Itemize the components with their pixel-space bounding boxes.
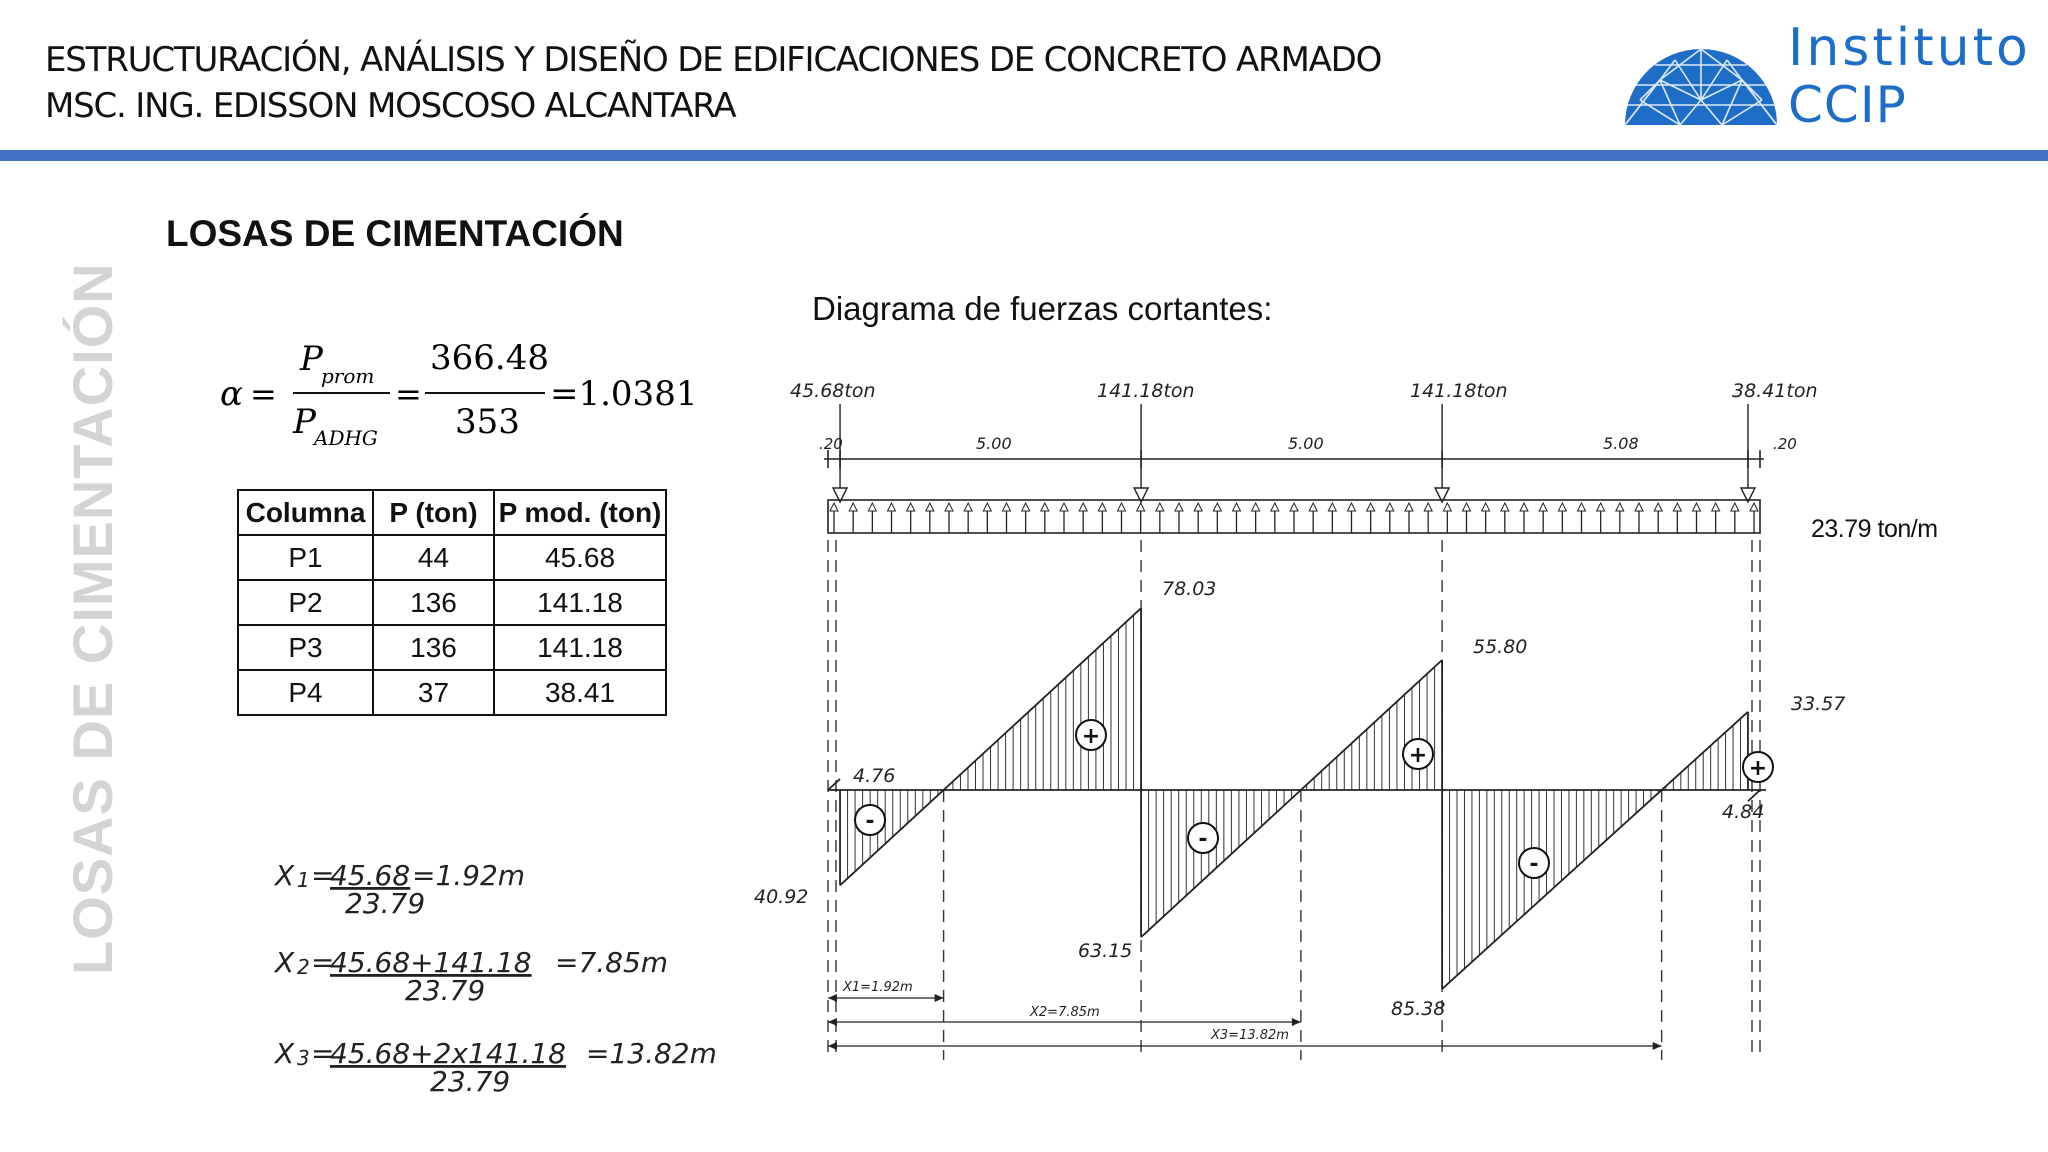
table-cell: 136 [373, 580, 494, 625]
soil-pressure-arrowhead [830, 503, 838, 511]
soil-pressure-arrowhead [1367, 503, 1375, 511]
x3-equation [270, 1033, 790, 1103]
eq-numerator: 45.68 [330, 859, 411, 892]
shear-force-diagram [754, 370, 1960, 1070]
soil-pressure-arrowhead [1482, 503, 1490, 511]
soil-pressure-arrowhead [983, 503, 991, 511]
logo-text-ccip: CCIP [1788, 76, 1907, 134]
soil-pressure-arrowhead [1003, 503, 1011, 511]
soil-pressure-arrowhead [1041, 503, 1049, 511]
positive-sign-icon [1743, 752, 1773, 782]
table-cell: P3 [238, 625, 373, 670]
negative-sign-icon [1188, 823, 1218, 853]
soil-pressure-arrowhead [1386, 503, 1394, 511]
span-dimension: .20 [1773, 435, 1797, 453]
shear-value: 4.84 [1722, 801, 1765, 823]
soil-pressure-arrowhead [1463, 503, 1471, 511]
section-title: LOSAS DE CIMENTACIÓN [166, 213, 624, 254]
table-cell: P1 [238, 535, 373, 580]
soil-pressure-arrowhead [1673, 503, 1681, 511]
column-load-table [237, 489, 667, 716]
eq-sub: 2 [297, 955, 310, 979]
soil-pressure-arrowhead [888, 503, 896, 511]
dimension-arrowhead [828, 994, 837, 1002]
soil-pressure-arrowhead [907, 503, 915, 511]
span-dimension: 5.08 [1603, 434, 1639, 453]
table-header: Columna [238, 490, 373, 535]
eq-result: =1.92m [412, 859, 526, 892]
eq-numerator: 45.68+2x141.18 [330, 1037, 566, 1070]
p-prom-symbol: P [300, 339, 323, 379]
soil-pressure-arrowhead [926, 503, 934, 511]
svg-text:+: + [1408, 743, 1428, 768]
eq-denominator: 23.79 [345, 887, 426, 920]
shear-outline [828, 608, 1766, 989]
table-cell: 38.41 [494, 670, 666, 715]
soil-pressure-arrowhead [1635, 503, 1643, 511]
dimension-arrowhead [935, 994, 944, 1002]
soil-pressure-arrowhead [964, 503, 972, 511]
eq-denominator: 23.79 [405, 974, 486, 1007]
soil-pressure-arrowhead [868, 503, 876, 511]
denominator-value: 353 [455, 402, 520, 442]
instructor-name: MSC. ING. EDISSON MOSCOSO ALCANTARA [45, 86, 736, 126]
dimension-arrowhead [828, 1018, 837, 1026]
shear-value: 55.80 [1473, 636, 1528, 658]
p-prom-sub: prom [321, 364, 375, 388]
soil-pressure-arrowhead [1194, 503, 1202, 511]
eq-eq: = [311, 1037, 335, 1070]
p-adhg-symbol: P [293, 402, 316, 442]
guide-lines [828, 540, 1760, 1060]
eq-denominator: 23.79 [430, 1065, 511, 1098]
soil-pressure-arrowhead [1712, 503, 1720, 511]
soil-pressure-arrowhead [1060, 503, 1068, 511]
shear-value: 63.15 [1078, 940, 1133, 962]
shear-hatching [848, 615, 1741, 982]
diagram-title: Diagrama de fuerzas cortantes: [812, 290, 1273, 327]
span-dimension: .20 [819, 435, 843, 453]
soil-pressure-arrowhead [1233, 503, 1241, 511]
table-cell: 44 [373, 535, 494, 580]
soil-pressure-arrowhead [1328, 503, 1336, 511]
positive-sign-icon [1076, 720, 1106, 750]
table-cell: 136 [373, 625, 494, 670]
column-load-label: 141.18ton [1410, 380, 1508, 402]
soil-pressure-arrowhead [1539, 503, 1547, 511]
soil-pressure-arrowhead [1443, 503, 1451, 511]
dimension-arrowhead [1292, 1018, 1301, 1026]
eq-var: X [275, 859, 295, 892]
column-load-label: 45.68ton [790, 380, 876, 402]
numerator-value: 366.48 [430, 338, 549, 378]
table-cell: 45.68 [494, 535, 666, 580]
soil-pressure-arrowhead [1348, 503, 1356, 511]
soil-pressure-arrowhead [1501, 503, 1509, 511]
eq-sub: 1 [297, 868, 310, 892]
svg-text:+: + [1081, 724, 1101, 749]
course-title: ESTRUCTURACIÓN, ANÁLISIS Y DISEÑO DE EDIFICACIONES DE CONCRETO ARMADO [45, 40, 1382, 80]
table-header-row [238, 490, 666, 535]
distance-dimension: X3=13.82m [1211, 1028, 1289, 1043]
slide-header [0, 0, 2048, 160]
shear-value: 78.03 [1162, 578, 1217, 600]
logo-text-instituto: Instituto [1788, 18, 2031, 78]
soil-pressure-arrowhead [1118, 503, 1126, 511]
svg-text:-: - [1529, 852, 1539, 877]
span-dimension: 5.00 [1288, 434, 1324, 453]
soil-pressure-arrowhead [1175, 503, 1183, 511]
soil-pressure-arrowhead [1424, 503, 1432, 511]
eq-numerator: 45.68+141.18 [330, 946, 532, 979]
table-row [238, 625, 666, 670]
soil-pressure-arrowhead [1693, 503, 1701, 511]
alpha-formula [215, 335, 705, 460]
negative-sign-icon [855, 805, 885, 835]
dimension-arrowhead [828, 1042, 837, 1050]
soil-pressure-arrowhead [1213, 503, 1221, 511]
svg-text:-: - [865, 809, 875, 834]
table-row [238, 535, 666, 580]
table-header: P (ton) [373, 490, 494, 535]
soil-pressure-arrowhead [945, 503, 953, 511]
dome-icon [1625, 49, 1777, 125]
x2-equation [270, 942, 750, 1012]
soil-pressure-arrowhead [1616, 503, 1624, 511]
soil-pressure-arrowhead [1079, 503, 1087, 511]
eq-eq: = [311, 946, 335, 979]
distance-dimension: X1=1.92m [843, 980, 913, 995]
table-cell: P2 [238, 580, 373, 625]
column-load-label: 141.18ton [1097, 380, 1195, 402]
alpha-eq: = [250, 375, 277, 413]
soil-pressure-arrowhead [1405, 503, 1413, 511]
soil-pressure-arrowhead [1290, 503, 1298, 511]
soil-pressure-arrowhead [1098, 503, 1106, 511]
span-dimension: 5.00 [976, 434, 1012, 453]
shear-value: 85.38 [1391, 998, 1446, 1020]
soil-pressure-arrowhead [1137, 503, 1145, 511]
shear-line [1442, 712, 1748, 989]
soil-pressure-arrowhead [1750, 503, 1758, 511]
soil-pressure-arrowhead [1578, 503, 1586, 511]
soil-pressure-arrowhead [1520, 503, 1528, 511]
header-divider [0, 150, 2048, 161]
shear-value: 40.92 [754, 886, 809, 908]
eq-eq: = [311, 859, 335, 892]
soil-pressure-arrowhead [1156, 503, 1164, 511]
table-cell: P4 [238, 670, 373, 715]
eq-result: =13.82m [586, 1037, 717, 1070]
eq-var: X [275, 946, 295, 979]
shear-line [828, 779, 840, 790]
alpha-symbol: α [220, 374, 243, 414]
eq-sub: 3 [297, 1046, 310, 1070]
soil-pressure-arrowhead [1252, 503, 1260, 511]
negative-sign-icon [1519, 848, 1549, 878]
soil-pressure-arrowhead [1731, 503, 1739, 511]
soil-pressure-arrowhead [1597, 503, 1605, 511]
x1-equation [270, 855, 750, 925]
soil-pressure-arrowhead [1309, 503, 1317, 511]
table-header: P mod. (ton) [494, 490, 666, 535]
soil-pressure-arrowhead [1022, 503, 1030, 511]
p-adhg-sub: ADHG [314, 426, 378, 450]
dimension-arrowhead [1653, 1042, 1662, 1050]
column-load-label: 38.41ton [1732, 380, 1818, 402]
positive-sign-icon [1403, 739, 1433, 769]
distance-dimension: X2=7.85m [1030, 1005, 1100, 1020]
distributed-load-label: 23.79 ton/m [1811, 515, 1938, 543]
soil-pressure-arrowhead [1654, 503, 1662, 511]
shear-line [1748, 790, 1760, 801]
table-cell: 141.18 [494, 580, 666, 625]
table-row [238, 580, 666, 625]
eq-var: X [275, 1037, 295, 1070]
side-title: LOSAS DE CIMENTACIÓN [61, 262, 124, 975]
table-cell: 37 [373, 670, 494, 715]
shear-value: 4.76 [853, 765, 896, 787]
svg-text:-: - [1198, 827, 1208, 852]
alpha-eq-2: = [395, 375, 422, 413]
soil-pressure-arrowhead [849, 503, 857, 511]
alpha-result: =1.0381 [550, 374, 698, 414]
table-row [238, 670, 666, 715]
svg-text:+: + [1748, 756, 1768, 781]
shear-value: 33.57 [1791, 693, 1846, 715]
soil-pressure-arrowhead [1558, 503, 1566, 511]
soil-pressure-arrowhead [1271, 503, 1279, 511]
beam-schematic [824, 404, 1764, 533]
table-cell: 141.18 [494, 625, 666, 670]
eq-result: =7.85m [555, 946, 669, 979]
